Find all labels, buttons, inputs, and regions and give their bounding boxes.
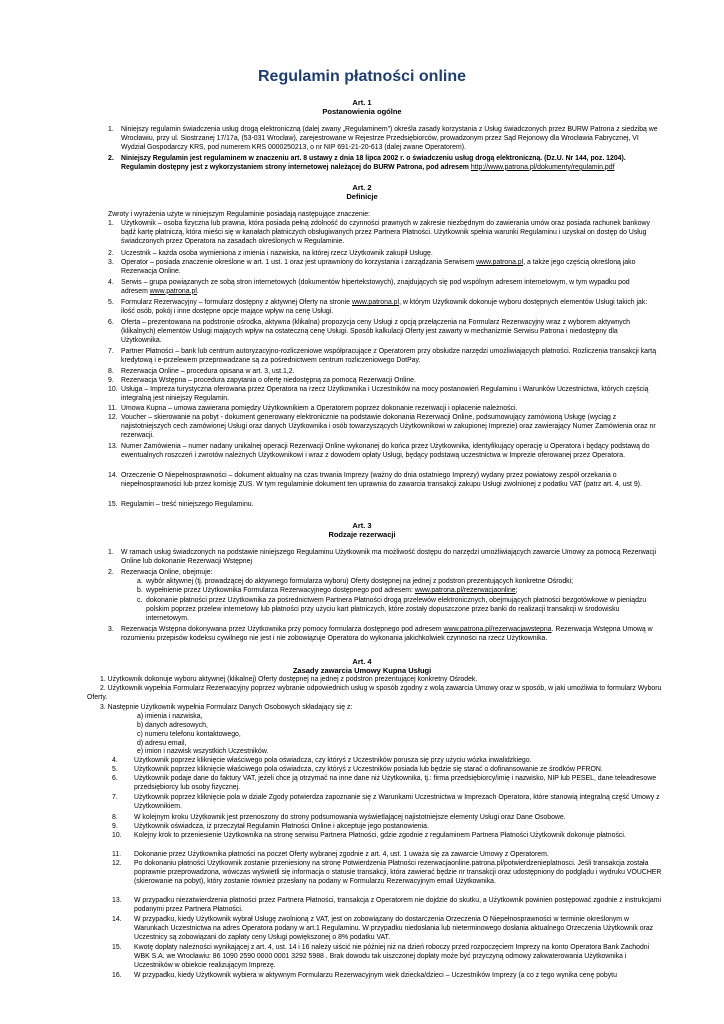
item-text: Orzeczenie O Niepełnosprawności – dokument aktualny na czas trwania Imprezy (ważny do dnia ostatniego Imprezy) wydany przez powiatowy zespół orzekania o niepełnosprawności lub przez komisję ZUS. W tym regulaminie dokument ten uprawnia do zawarcia transakcji zakupu Usługi zwolnionej z podatku VAT (patrz art. 4, ust 9). <box>121 472 642 488</box>
item-text: Niniejszy Regulamin jest regulaminem w znaczeniu art. 8 ustawy z dnia 18 lipca 2002 r. o świadczeniu usług drogą elektroniczną. (Dz.U. Nr 144, poz. 1204). Regulamin dostępny jest z wykorzystaniem strony internetowej należącej do BURW Patrona, pod adresem http://www.patrona.pl/dokumenty/regulamin.pdf <box>121 155 626 171</box>
patrona-link[interactable]: www.patrona.pl <box>476 259 524 266</box>
art2-item-2 <box>108 250 658 259</box>
art4-item-12 <box>112 860 662 887</box>
art3-item-2 <box>108 569 658 578</box>
item-number: 5. <box>108 299 114 306</box>
item-text: Operator – posiada znaczenie określone w art. 1 ust. 1 oraz jest uprawniony do korzystania i zarządzania Serwisem www.patrona.pl, a także jego częścią określoną jako Rezerwacja Online. <box>121 259 636 275</box>
item-text: Niniejszy regulamin świadczenia usług drogą elektroniczną (dalej zwany „Regulaminem") określa zasady korzystania z Usług świadczonych przez BURW Patrona z siedzibą we Wrocławiu, przy ul. Siostrzanej 17/17a, (53-031 Wrocław), zarejestrowane w Rejestrze Przedsiębiorców, prowadzonym przez Sąd Rejonowy dla Wrocławia Fabrycznej, VI Wydział Gospodarczy KRS, pod numerem KRS 0000250213, o nr NIP 691-21-20-613 (dalej zwane Operatorem). <box>121 126 658 151</box>
item-number: 7. <box>112 794 118 801</box>
item-number: b. <box>137 587 143 594</box>
art4-subitem-a: a) imienia i nazwiska, <box>137 713 203 720</box>
rezerwacja-online-link[interactable]: www.patrona.pl/rezerwacjaonline <box>414 587 516 594</box>
item-text: Użytkownik poprzez kliknięcie pola w dziale Zgody potwierdza zapoznanie się z Warunkami Uczestnictwa w Imprezach Operatora, które stanowią integralną część Umowy z Użytkownikiem. <box>134 794 660 810</box>
item-number: 4. <box>112 757 118 764</box>
item-number: 2. <box>108 155 114 162</box>
item-text: Dokonanie przez Użytkownika płatności na poczet Oferty wybranej zgodnie z art. 4, ust. 1 uważa się za zawarcie Umowy z Operatorem. <box>134 851 549 858</box>
item-text: W przypadku niezatwierdzenia płatności przez Partnera Płatności, transakcja z Operatorem nie dojdzie do skutku, a Użytkownik powinien postępować zgodnie z instrukcjami podanymi przez Partnera Płatności. <box>134 897 662 913</box>
art2-intro: Zwroty i wyrażenia użyte w niniejszym Regulaminie posiadają następujące znaczenie: <box>108 211 370 218</box>
art2-item-1 <box>108 220 658 247</box>
item-number: 12. <box>108 414 118 421</box>
art4-heading: Zasady zawarcia Umowy Kupna Usługi <box>292 666 432 675</box>
art1-item-2 <box>108 155 658 173</box>
art4-item-2 <box>87 685 662 703</box>
item-text: Użytkownik podaje dane do faktury VAT, jeżeli chce ją otrzymać na inne dane niż Użytkownika, tj.: firma przedsiębiorcy/imię i nazwisko, NIP lub PESEL, dane teleadresowe przedsiębiorcy lub osoby fizycznej. <box>134 775 657 791</box>
art4-number: Art. 4 <box>352 657 372 666</box>
item-number: 6. <box>108 319 114 326</box>
art2-item-13 <box>108 443 658 461</box>
patrona-link[interactable]: www.patrona.pl <box>149 287 197 295</box>
art2-header <box>0 183 724 201</box>
art2-item-7 <box>108 348 658 366</box>
art4-item-16 <box>112 972 662 981</box>
art2-item-10 <box>108 386 658 404</box>
item-text: Voucher – skierowanie na pobyt - dokument generowany elektronicznie na podstawie dokonania Rezerwacji Online, podsumowujący zamówioną Usługę (wyciąg z najistotniejszych cech zamówionej Usługi oraz danych Użytkownika i osób towarzyszących Użytkownikowi w zakupionej Imprezie) oraz zawierający Numer Zamówienia oraz nr rezerwacji. <box>121 414 656 439</box>
art2-item-12 <box>108 414 658 441</box>
art4-item-11 <box>112 851 662 860</box>
art2-item-11 <box>108 405 658 414</box>
item-text: Rezerwacja Wstępna dokonywana przez Użytkownika przy pomocy formularza dostępnego pod adresem www.patrona.pl/rezerwacjawstepna. Rezerwacja Wstępna Umową w rozumieniu przepisów kodeksu cywilnego nie jest i nie zobowiązuje Operatora do wykonania jakichkolwiek czynności na rzecz Użytkownika. <box>121 626 653 642</box>
item-number: 3. <box>108 626 114 633</box>
art3-subitem-c <box>137 597 658 624</box>
item-text: Uczestnik – każda osoba wymieniona z imienia i nazwiska, na której rzecz Użytkownik zakupił Usługę. <box>121 250 433 257</box>
art2-item-8 <box>108 368 658 377</box>
item-number: 8. <box>108 368 114 375</box>
item-text: Użytkownik oświadcza, iż przeczytał Regulamin Płatności Online i akceptuje jego postanowienia. <box>134 823 429 830</box>
art2-item-3 <box>108 259 658 277</box>
item-text: 3. Następnie Użytkownik wypełnia Formularz Danych Osobowych składający się z: <box>100 704 353 711</box>
item-number: 10. <box>112 832 122 839</box>
art2-item-14 <box>108 472 658 490</box>
art2-item-4 <box>108 279 658 297</box>
item-text: Kwotę dopłaty należności wynikającej z art. 4, ust. 14 i 16 należy uiścić nie później niż na dzień roboczy przed rozpoczęciem Imprezy na konto Operatora Bank Zachodni WBK S.A. we Wrocławiu: 86 1090 2590 0000 0001 3292 5988 . Brak dowodu tak uiszczonej dopłaty może być przyczyną odmowy zakwaterowania Użytkownika i Uczestników w obiekcie realizującym Imprezę. <box>134 944 650 969</box>
item-text: Numer Zamówienia – numer nadany unikalnej operacji Rezerwacji Online wykonanej do końca przez Użytkownika, identyfikujący operację u Operatora i będący podstawą do ewentualnych roszczeń i zwrotów należnych Użytkownikowi i wraz z dowodem opłaty Usługi, będący podstawą uczestnictwa w Imprezie oferowanej przez Operatora. <box>121 443 650 459</box>
art4-subitem-b: b) danych adresowych, <box>137 722 208 729</box>
item-text: Partner Płatności – bank lub centrum autoryzacyjno-rozliczeniowe współpracujące z Operatorem przy obsłudze narzędzi umożliwiających płatności. Rozliczenia transakcji kartą kredytową i e-przelewem przeprowadzane są za pośrednictwem centrum rozliczeniowego DotPay. <box>121 348 657 364</box>
item-text: Umowa Kupna – umowa zawierana pomiędzy Użytkownikiem a Operatorem poprzez dokonanie rezerwacji i opłacenie należności. <box>121 405 518 412</box>
art4-item-15 <box>112 944 662 971</box>
art4-item-1 <box>87 676 662 685</box>
item-text: wybór aktywnej (tj. prowadzącej do aktywnego formularza wyboru) Oferty dostępnej na jednej z podstron prezentujących konkretne Ośrodki; <box>146 578 574 585</box>
item-text: dokonanie płatności przez Użytkownika za pośrednictwem Partnera Płatności drogą przelewów elektronicznych, obejmujących płatności bezgotówkowe w pieniądzu polskim poprzez przelew internetowy lub płatności przy użyciu kart płatniczych, które zostały dopuszczone przez banki do realizacji transakcji w środowisku internetowym. <box>146 597 647 622</box>
art4-item-5 <box>112 766 662 775</box>
item-number: 3. <box>108 259 114 266</box>
art4-item-4 <box>112 757 662 766</box>
art4-item-6 <box>112 775 662 793</box>
art2-item-5 <box>108 299 658 317</box>
art4-item-10 <box>112 832 662 841</box>
item-text: Użytkownik poprzez kliknięcie właściwego pola oświadcza, czy któryś z Uczestników porusza się przy użyciu wózka inwalidzkiego. <box>134 757 532 764</box>
item-number: 6. <box>112 775 118 782</box>
item-text: W przypadku, kiedy Użytkownik wybrał Usługę zwolnioną z VAT, jest on zobowiązany do dostarczenia Orzeczenia O Niepełnosprawności w terminie określonym w Warunkach Uczestnictwa na adres Operatora podany w art.1 Regulaminu. W przypadku niedosłania lub nieterminowego dosłania aktualnego Orzeczenia Użytkownik oraz Uczestnicy są zobowiązani do zapłaty ceny Usługi powiększonej o 8% podatku VAT. <box>134 916 654 941</box>
item-text: Rezerwacja Wstępna – procedura zapytania o ofertę niedostępną za pomocą Rezerwacji Online. <box>121 377 416 384</box>
art1-item-1 <box>108 126 658 153</box>
item-number: 9. <box>108 377 114 384</box>
item-text: Regulamin – treść niniejszego Regulaminu. <box>121 501 254 508</box>
item-number: 8. <box>112 814 118 821</box>
art4-subitem-d: d) adresu email, <box>137 740 187 747</box>
item-number: 15. <box>112 944 122 951</box>
art4-item-14 <box>112 916 662 943</box>
item-text: Użytkownik – osoba fizyczna lub prawna, która posiada pełną zdolność do czynności prawnych w zakresie niezbędnym do zawierania umów oraz posiada rachunek bankowy bądź kartę płatniczą, która mieści się w kanałach płatniczych obsługiwanych przez Partnera Płatności. Użytkownik spełnia warunki Regulaminu i uzyskał on dostęp do Usług świadczonych przez Operatora na zasadach określonych w Regulaminie. <box>121 220 650 245</box>
art1-number: Art. 1 <box>352 98 372 107</box>
item-number: 15. <box>108 501 118 508</box>
art4-item-8 <box>112 814 662 823</box>
item-text: Usługa – Impreza turystyczna oferowana przez Operatora na rzecz Użytkownika i Uczestników na mocy postanowień Regulaminu i Warunków Uczestnictwa, których częścią integralną jest niniejszy Regulamin. <box>121 386 649 402</box>
item-text: W ramach usług świadczonych na podstawie niniejszego Regulaminu Użytkownik ma możliwość dostępu do narzędzi umożliwiających zawarcie Umowy za pomocą Rezerwacji Online lub dokonanie Rezerwacji Wstępnej <box>121 549 657 565</box>
item-number: a. <box>137 578 143 585</box>
art3-subitem-a <box>137 578 658 587</box>
item-text: W przypadku, kiedy Użytkownik wybiera w aktywnym Formularzu Rezerwacyjnym wiek dziecka/dzieci – Uczestników Imprezy (a co z tego wynika cenę pobytu <box>134 972 617 979</box>
item-text: Formularz Rezerwacyjny – formularz dostępny z aktywnej Oferty na stronie www.patrona.pl, w którym Użytkownik dokonuje wyboru dostępnych elementów Usługi takich jak: ilość osób, pokój i inne dostępne opcje mające wpływ na cenę Usługi. <box>121 299 648 315</box>
art4-item-9 <box>112 823 662 832</box>
item-number: 4. <box>108 279 114 286</box>
art2-item-9 <box>108 377 658 386</box>
art3-item-3 <box>108 626 658 644</box>
item-number: 13. <box>108 443 118 450</box>
item-text: wypełnienie przez Użytkownika Formularza Rezerwacyjnego dostępnego pod adresem: www.patrona.pl/rezerwacjaonline; <box>146 587 518 594</box>
art3-item-1 <box>108 549 658 567</box>
art3-header <box>0 521 724 539</box>
art1-header <box>0 98 724 116</box>
regulamin-link[interactable]: http://www.patrona.pl/dokumenty/regulamin.pdf <box>470 163 615 171</box>
item-number: 9. <box>112 823 118 830</box>
document-title: Regulamin płatności online <box>257 68 467 85</box>
art4-item-13 <box>112 897 662 915</box>
item-number: 11. <box>108 405 118 412</box>
rezerwacja-wstepna-link[interactable]: www.patrona.pl/rezerwacjawstepna <box>443 626 552 633</box>
item-text: Po dokonaniu płatności Użytkownik zostanie przeniesiony na stronę Potwierdzenia Płatności rezerwacjaonline.patrona.pl/potwierdzenieplatnosci. Jeśli transakcja została poprawnie przeprowadzona, wówczas wyświetli się informacja o statusie transakcji, która zawierać będzie nr transakcji oraz udostępniony do podglądu i wydruku VOUCHER (skierowanie na pobyt), który zostanie również przesłany na podany w Formularzu Rezerwacyjnym email Użytkownika. <box>134 860 662 885</box>
item-number: 5. <box>112 766 118 773</box>
item-number: 7. <box>108 348 114 355</box>
item-number: 1. <box>108 220 114 227</box>
art2-number: Art. 2 <box>352 183 372 192</box>
art4-item-3 <box>87 704 662 713</box>
item-number: 2. <box>108 569 114 576</box>
art1-heading: Postanowienia ogólne <box>322 107 402 116</box>
item-number: c. <box>137 597 143 604</box>
item-text: W kolejnym kroku Użytkownik jest przenoszony do strony podsumowania wyświetlającej najistotniejsze elementy Usługi oraz Dane Osobowe. <box>134 814 566 821</box>
art4-subitem-e: e) imion i nazwisk wszystkich Uczestników. <box>137 748 269 755</box>
item-text: Oferta – prezentowana na podstronie ośrodka, aktywna (klikalna) propozycja ceny Usługi z opcją przełączenia na Formularz Rezerwacyjny wraz z wyborem aktywnych (klikalnych) elementów Usługi mających wpływ na ostateczną cenę Usługi. Sposób kalkulacji Oferty jest zawarty w mechanizmie Serwisu Patrona i niedostępny dla Użytkownika. <box>121 319 630 344</box>
item-text: Użytkownik poprzez kliknięcie właściwego pola oświadcza, czy któryś z Uczestników posiada lub będzie się starać o dofinansowanie ze środków PFRON. <box>134 766 603 773</box>
item-text: Kolejny krok to przeniesienie Użytkownika na stronę serwisu Partnera Płatności, gdzie zgodnie z regulaminem Partnera Płatności Użytkownik dokonuje płatności. <box>134 832 626 839</box>
item-number: 10. <box>108 386 118 393</box>
patrona-link[interactable]: www.patrona.pl <box>351 299 400 306</box>
item-text: Rezerwacja Online – procedura opisana w art. 3, ust.1,2. <box>121 368 295 375</box>
item-number: 16. <box>112 972 122 979</box>
item-number: 14. <box>108 472 118 479</box>
item-number: 12. <box>112 860 122 867</box>
item-text: 2. Użytkownik wypełnia Formularz Rezerwacyjny poprzez wybranie odpowiednich usług w sposób zgodny z wolą zawarcia Umowy oraz w sposób, w jaki umożliwia to formularz Wyboru Oferty. <box>87 685 662 701</box>
item-number: 14. <box>112 916 122 923</box>
item-text: Rezerwacja Online, obejmuje: <box>121 569 213 576</box>
item-number: 13. <box>112 897 122 904</box>
item-text: Serwis – grupa powiązanych ze sobą stron internetowych (dokumentów hipertekstowych), znajdujących się pod wspólnym adresem internetowym, w tym wypadku pod adresem www.patrona.pl. <box>121 279 630 295</box>
item-text: 1. Użytkownik dokonuje wyboru aktywnej (klikalnej) Oferty dostępnej na jednej z podstron prezentującej konkretny Ośrodek. <box>100 676 478 683</box>
item-number: 2. <box>108 250 114 257</box>
art2-item-15 <box>108 501 658 510</box>
art2-heading: Definicje <box>346 192 378 201</box>
art3-subitem-b <box>137 587 658 596</box>
item-number: 1. <box>108 126 114 133</box>
art4-subitem-c: c) numeru telefonu kontaktowego, <box>137 731 241 738</box>
art4-item-7 <box>112 794 662 812</box>
item-number: 11. <box>112 851 122 858</box>
art3-number: Art. 3 <box>352 521 372 530</box>
item-number: 1. <box>108 549 114 556</box>
art2-item-6 <box>108 319 658 346</box>
art4-header <box>0 657 724 675</box>
art3-heading: Rodzaje rezerwacji <box>328 530 396 539</box>
